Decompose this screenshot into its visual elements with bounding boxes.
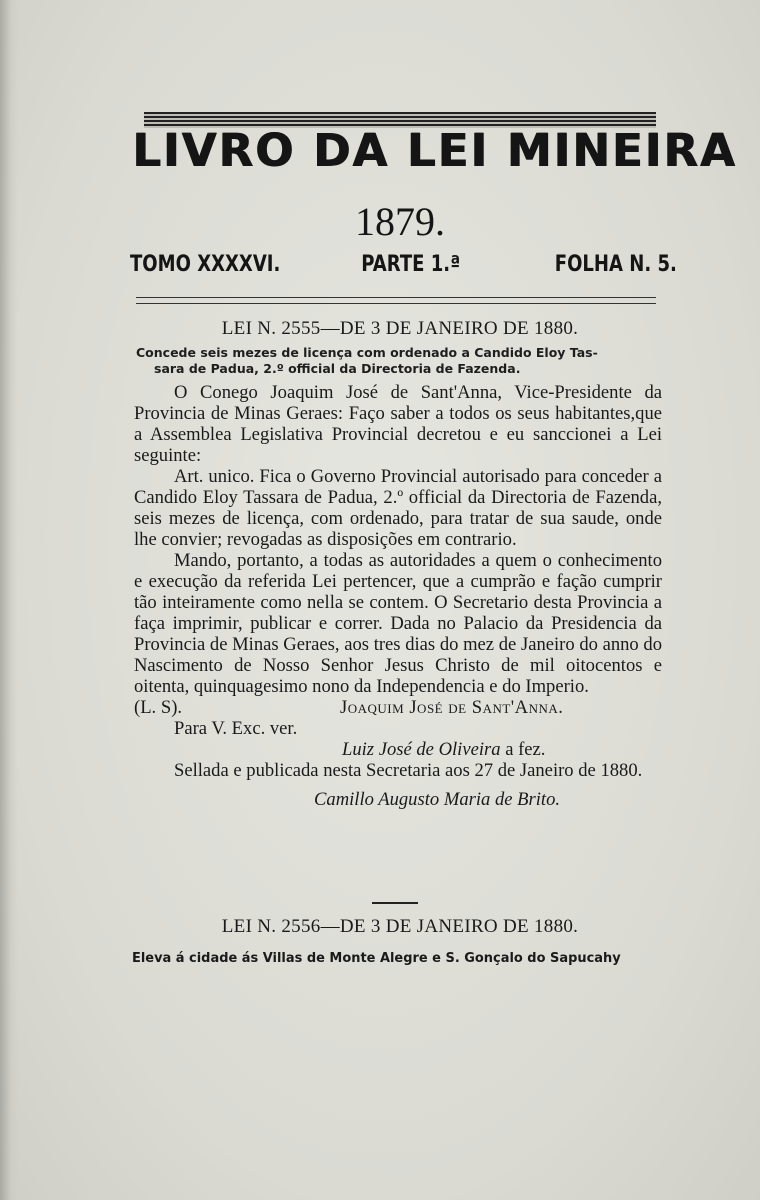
law-summary-line-1: Concede seis mezes de licença com ordenado a Candido Eloy Tas- <box>136 345 598 360</box>
masthead-title: LIVRO DA LEI MINEIRA <box>132 124 737 177</box>
law-summary-2556: Eleva á cidade ás Villas de Monte Alegre e S. Gonçalo do Sapucahy <box>132 950 621 966</box>
sellada-paragraph: Sellada e publicada nesta Secretaria aos 27 de Janeiro de 1880. <box>174 760 643 781</box>
signer-name: Joaquim José de Sant'Anna. <box>340 697 564 718</box>
parte-label: PARTE 1.ª <box>361 252 461 277</box>
preamble-paragraph: O Conego Joaquim José de Sant'Anna, Vice-Presidente da Provincia de Minas Geraes: Faço saber a todos os seus habitantes,que a Assemblea Legislativa Provincial decretou e eu sanccionei a Lei seguinte: <box>134 382 662 466</box>
law-summary-2555 <box>136 345 660 377</box>
secretary-suffix: a fez. <box>505 739 546 760</box>
secretary-name: Luiz José de Oliveira <box>342 739 501 760</box>
section-separator <box>372 902 418 904</box>
volume-year: 1879. <box>355 199 445 244</box>
law-summary-line-2: sara de Padua, 2.º official da Directoria de Fazenda. <box>154 361 521 376</box>
publisher-name: Camillo Augusto Maria de Brito. <box>314 789 561 810</box>
article-paragraph: Art. unico. Fica o Governo Provincial autorisado para conceder a Candido Eloy Tassara de Padua, 2.º official da Directoria de Fazenda, seis mezes de licença, com ordenado, para tratar de sua saude, onde lhe convier; revogadas as disposições em contrario. <box>134 466 662 550</box>
secretary-signature <box>342 739 545 760</box>
law-title-2556: LEI N. 2556—DE 3 DE JANEIRO DE 1880. <box>221 916 579 937</box>
page-edge-shadow <box>0 0 18 1200</box>
tomo-label: TOMO XXXXVI. <box>130 252 281 277</box>
law-body-2555 <box>134 382 662 810</box>
publisher-row <box>134 789 662 810</box>
volume-info-row <box>130 252 677 292</box>
para-vexc: Para V. Exc. ver. <box>174 718 298 739</box>
seal-signature-row <box>134 697 662 718</box>
header-divider <box>136 297 656 304</box>
seal-mark: (L. S). <box>134 697 183 718</box>
folha-label: FOLHA N. 5. <box>554 252 677 277</box>
law-title-2555: LEI N. 2555—DE 3 DE JANEIRO DE 1880. <box>221 318 579 339</box>
secretary-row <box>134 739 662 760</box>
mandate-paragraph: Mando, portanto, a todas as autoridades a quem o conhecimento e execução da referida Lei pertencer, que a cumprão e fação cumprir tão inteiramente como nella se contem. O Secretario desta Provincia a faça imprimir, publicar e correr. Dada no Palacio da Presidencia da Provincia de Minas Geraes, aos tres dias do mez de Janeiro do anno do Nascimento de Nosso Senhor Jesus Christo de mil oitocentos e oitenta, quinquagesimo nono da Independencia e do Imperio. <box>134 550 662 697</box>
